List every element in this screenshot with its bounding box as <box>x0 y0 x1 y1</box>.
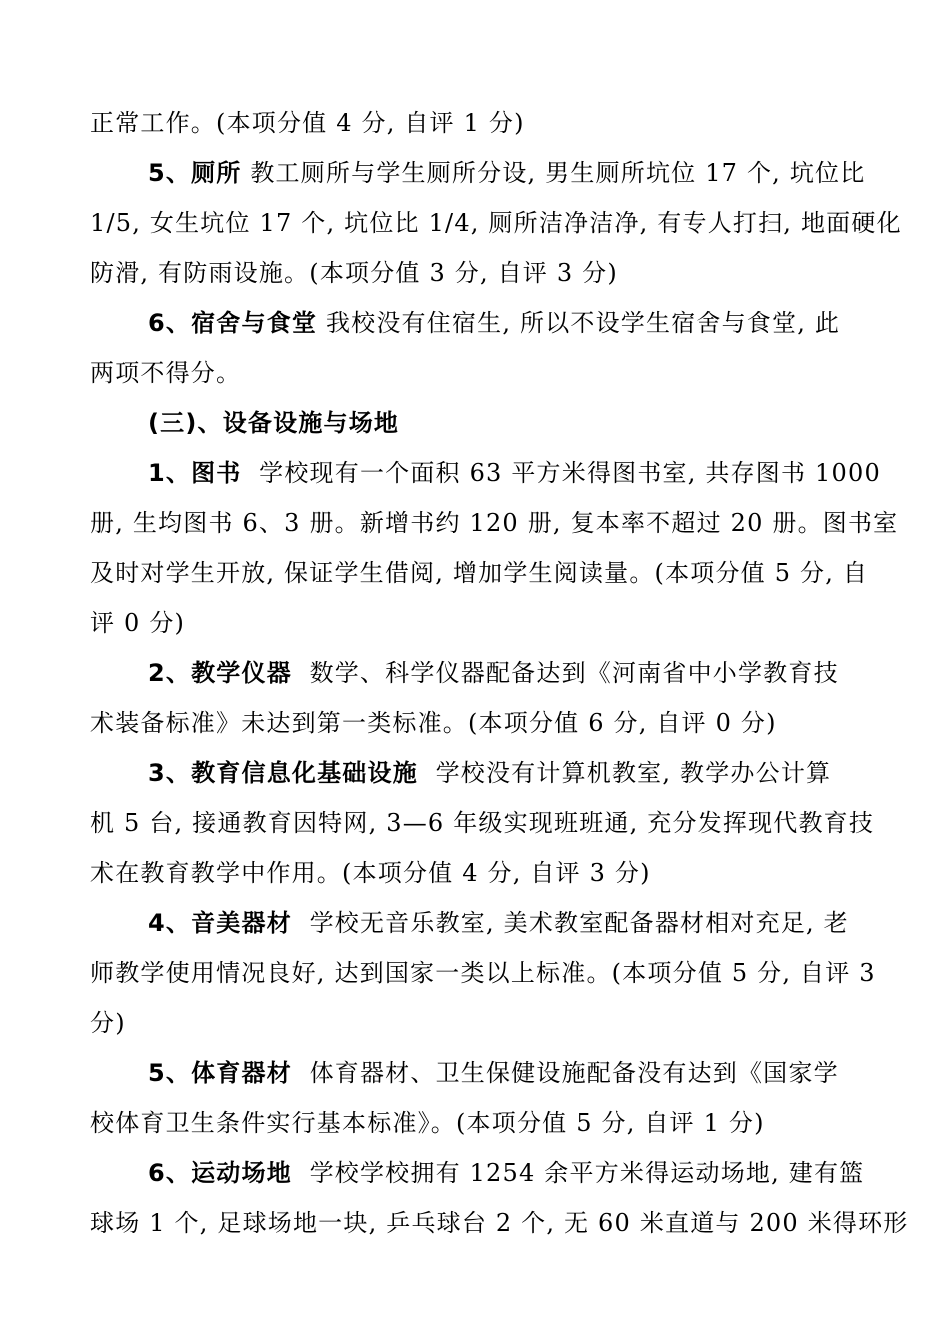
text-line: 2、教学仪器 数学、科学仪器配备达到《河南省中小学教育技 <box>148 659 839 687</box>
text-line: 1/5, 女生坑位 17 个, 坑位比 1/4, 厕所洁净洁净, 有专人打扫, 地面硬化 <box>90 209 902 237</box>
section-heading: 3、教育信息化基础设施 <box>148 759 418 787</box>
text-line: 术在教育教学中作用。(本项分值 4 分, 自评 3 分) <box>90 859 651 887</box>
text-line: 评 0 分) <box>90 609 186 637</box>
text-line: 防滑, 有防雨设施。(本项分值 3 分, 自评 3 分) <box>90 259 618 287</box>
text-line: 3、教育信息化基础设施 学校没有计算机教室, 教学办公计算 <box>148 759 832 787</box>
section-heading: (三)、设备设施与场地 <box>148 409 400 437</box>
text-line: 校体育卫生条件实行基本标准》。(本项分值 5 分, 自评 1 分) <box>90 1109 765 1137</box>
text-line: 及时对学生开放, 保证学生借阅, 增加学生阅读量。(本项分值 5 分, 自 <box>90 559 869 587</box>
text-line: 册, 生均图书 6、3 册。新增书约 120 册, 复本率不超过 20 册。图书室 <box>90 509 899 537</box>
text-line: 机 5 台, 接通教育因特网, 3—6 年级实现班班通, 充分发挥现代教育技 <box>90 809 875 837</box>
text-line: 6、运动场地 学校学校拥有 1254 余平方米得运动场地, 建有篮 <box>148 1159 865 1187</box>
text-line: 4、音美器材 学校无音乐教室, 美术教室配备器材相对充足, 老 <box>148 909 849 937</box>
section-heading: 6、宿舍与食堂 <box>148 309 318 337</box>
text-line: 5、厕所 教工厕所与学生厕所分设, 男生厕所坑位 17 个, 坑位比 <box>148 159 866 187</box>
text-line: 球场 1 个, 足球场地一块, 乒乓球台 2 个, 无 60 米直道与 200 米得环形 <box>90 1209 909 1237</box>
text-line: 两项不得分。 <box>90 359 242 387</box>
text-line: 正常工作。(本项分值 4 分, 自评 1 分) <box>90 109 525 137</box>
text-line: 术装备标准》未达到第一类标准。(本项分值 6 分, 自评 0 分) <box>90 709 777 737</box>
section-heading: 1、图书 <box>148 459 242 487</box>
section-heading: 4、音美器材 <box>148 909 292 937</box>
text-line: 6、宿舍与食堂 我校没有住宿生, 所以不设学生宿舍与食堂, 此 <box>148 309 841 337</box>
text-line: 分) <box>90 1009 126 1037</box>
section-heading: 2、教学仪器 <box>148 659 292 687</box>
text-line <box>148 408 399 438</box>
section-heading: 5、厕所 <box>148 159 242 187</box>
text-line: 5、体育器材 体育器材、卫生保健设施配备没有达到《国家学 <box>148 1059 839 1087</box>
text-line: 师教学使用情况良好, 达到国家一类以上标准。(本项分值 5 分, 自评 3 <box>90 959 876 987</box>
section-heading: 5、体育器材 <box>148 1059 292 1087</box>
section-heading: 6、运动场地 <box>148 1159 292 1187</box>
text-line: 1、图书 学校现有一个面积 63 平方米得图书室, 共存图书 1000 <box>148 459 881 487</box>
